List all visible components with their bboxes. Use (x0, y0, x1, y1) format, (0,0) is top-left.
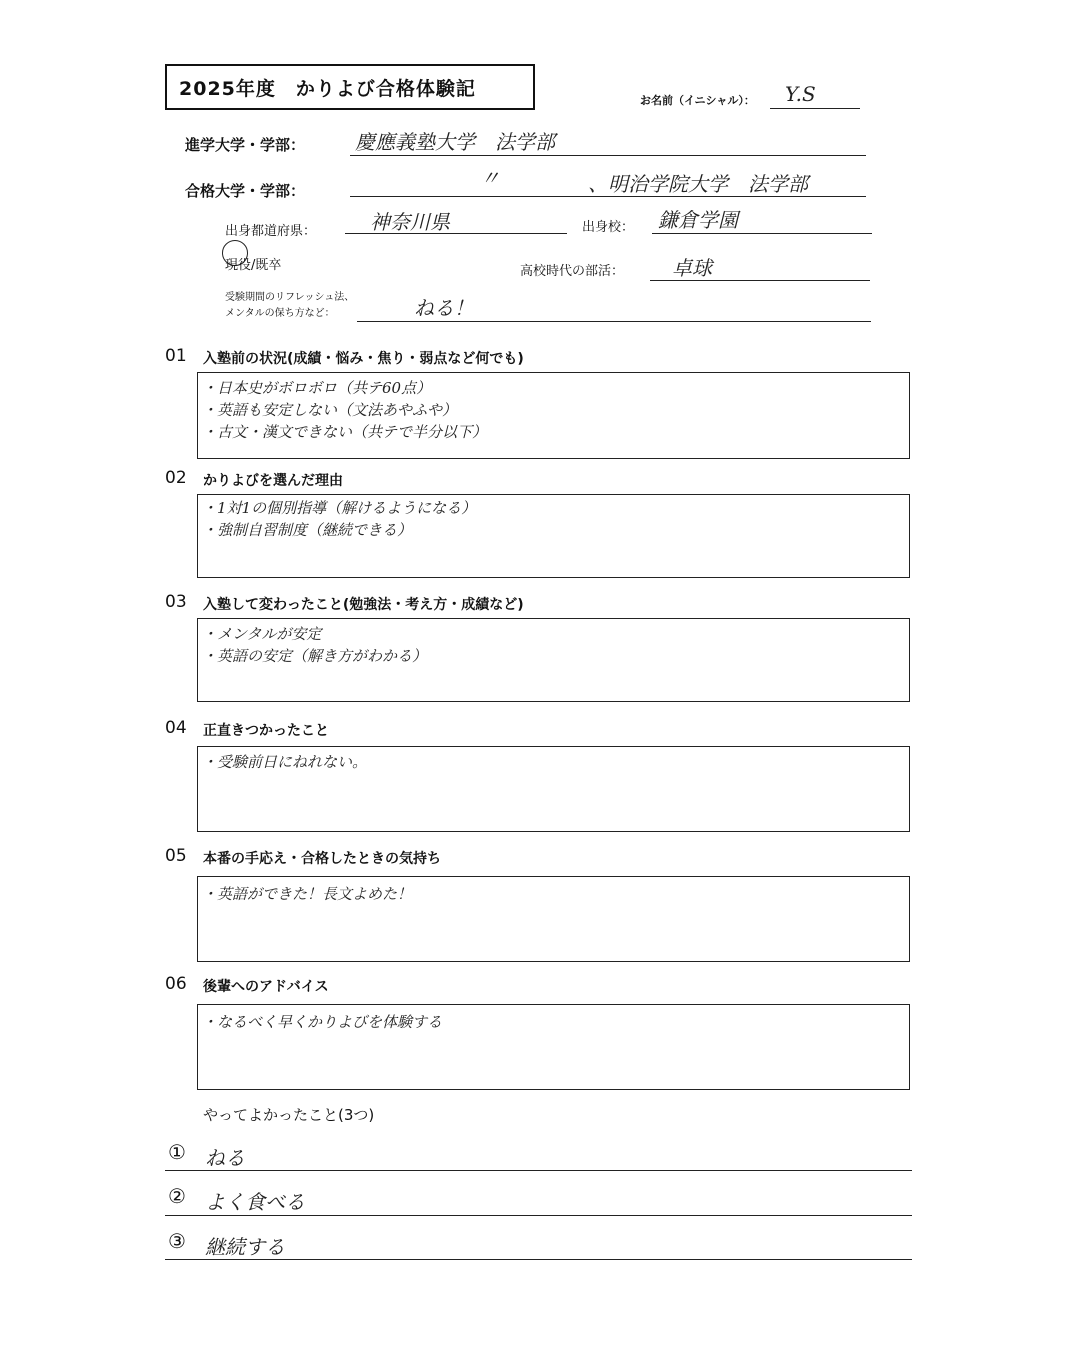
school-label: 出身校： (582, 220, 635, 235)
passed-value-1: 〃 (480, 166, 500, 190)
section-01-entry: ・日本史がボロボロ（共テ60点） (202, 379, 432, 397)
section-05-box (197, 876, 910, 962)
good-things-title: やってよかったこと(3つ) (203, 1106, 375, 1124)
section-04-box (197, 746, 910, 832)
section-06-title: 後輩へのアドバイス (203, 979, 329, 995)
good-item-2-text: よく食べる (205, 1190, 305, 1214)
passed-underline (350, 196, 866, 197)
prefecture-label: 出身都道府県： (225, 224, 317, 239)
section-02-box (197, 494, 910, 578)
name-value: Y.S (785, 82, 816, 106)
good-item-2-underline (165, 1215, 912, 1216)
passed-value-2: 、明治学院大学 法学部 (588, 172, 808, 196)
status-label: 現役/既卒 (225, 258, 282, 273)
club-value: 卓球 (672, 256, 712, 280)
prefecture-value: 神奈川県 (370, 210, 450, 234)
good-item-3-number: ③ (168, 1229, 186, 1253)
club-label: 高校時代の部活： (520, 264, 625, 279)
good-item-1-number: ① (168, 1140, 186, 1164)
club-underline (650, 280, 870, 281)
section-04-entry: ・受験前日にねれない。 (202, 753, 368, 771)
section-04-title: 正直きつかったこと (203, 723, 329, 739)
section-03-entry: ・英語の安定（解き方がわかる） (202, 647, 428, 665)
section-01-number: 01 (165, 346, 187, 366)
section-03-title: 入塾して変わったこと(勉強法・考え方・成績など) (203, 597, 524, 613)
good-item-3-underline (165, 1259, 912, 1260)
refresh-label-1: 受験期間のリフレッシュ法、 (225, 292, 355, 303)
section-01-entry: ・古文・漢文できない（共テで半分以下） (202, 423, 488, 441)
enrolled-value: 慶應義塾大学 法学部 (355, 130, 555, 154)
section-04-number: 04 (165, 718, 187, 738)
section-03-entry: ・メンタルが安定 (202, 625, 322, 643)
section-02-entry: ・1対1の個別指導（解けるようになる） (202, 499, 477, 517)
school-value: 鎌倉学園 (658, 208, 738, 232)
section-01-title: 入塾前の状況(成績・悩み・焦り・弱点など何でも) (203, 351, 524, 367)
good-item-2-number: ② (168, 1184, 186, 1208)
enrolled-underline (350, 155, 866, 156)
document-title: 2025年度 かりよび合格体験記 (165, 64, 535, 110)
section-02-title: かりよびを選んだ理由 (203, 473, 343, 489)
section-06-entry: ・なるべく早くかりよびを体験する (202, 1013, 443, 1031)
section-03-number: 03 (165, 592, 187, 612)
section-05-entry: ・英語ができた！長文よめた！ (202, 885, 413, 903)
refresh-value: ねる！ (414, 296, 474, 320)
enrolled-label: 進学大学・学部： (185, 136, 306, 154)
section-05-number: 05 (165, 846, 187, 866)
name-label: お名前（イニシャル）： (640, 94, 755, 107)
good-item-3-text: 継続する (205, 1235, 285, 1259)
section-01-box (197, 372, 910, 459)
good-item-1-text: ねる (205, 1146, 245, 1170)
name-underline (770, 108, 860, 109)
section-02-number: 02 (165, 468, 187, 488)
refresh-underline (357, 321, 871, 322)
good-item-1-underline (165, 1170, 912, 1171)
refresh-label-2: メンタルの保ち方など： (225, 308, 335, 319)
section-06-number: 06 (165, 974, 187, 994)
section-02-entry: ・強制自習制度（継続できる） (202, 521, 413, 539)
prefecture-underline (345, 233, 567, 234)
passed-label: 合格大学・学部： (185, 182, 306, 200)
school-underline (652, 233, 872, 234)
section-06-box (197, 1004, 910, 1090)
section-05-title: 本番の手応え・合格したときの気持ち (203, 851, 441, 867)
section-01-entry: ・英語も安定しない（文法あやふや） (202, 401, 458, 419)
section-03-box (197, 618, 910, 702)
